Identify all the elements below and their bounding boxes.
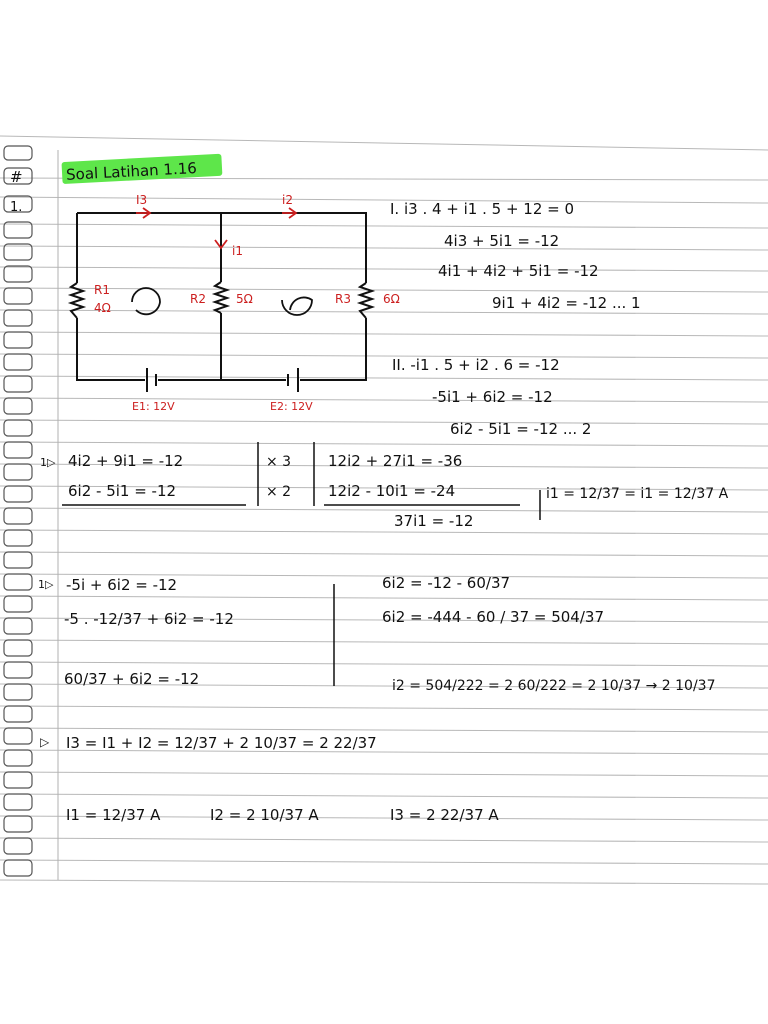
loop2-line2: -5i1 + 6i2 = -12 [432,388,553,406]
arrow-icon-i2 [282,208,296,218]
loop1-line2: 4i3 + 5i1 = -12 [444,232,560,250]
hash-mark: # [10,168,23,186]
elimination-row2: 6i2 - 5i1 = -12 [68,482,177,500]
loop1-line4: 9i1 + 4i2 = -12 ... 1 [492,294,641,312]
i3-calculation: I3 = I1 + I2 = 12/37 + 2 10/37 = 2 22/37 [66,734,377,752]
elimination-marker: 1▷ [40,456,56,469]
r3-value: 6Ω [383,292,400,306]
elimination-row1: 4i2 + 9i1 = -12 [68,452,184,470]
substitution-line1: -5i + 6i2 = -12 [66,576,178,594]
loop2-line3: 6i2 - 5i1 = -12 ... 2 [450,420,592,438]
answer-i1: I1 = 12/37 A [66,806,161,824]
current-label-i3: I3 [136,193,148,207]
r2-value: 5Ω [236,292,253,306]
ruled-lines [0,136,768,884]
elimination-res1: 12i2 + 27i1 = -36 [328,452,463,470]
r3-label: R3 [335,292,351,306]
battery-e1 [147,368,156,392]
substitution-marker: 1▷ [38,578,54,591]
r1-label: R1 [94,283,110,297]
loop2-line1: II. -i1 . 5 + i2 . 6 = -12 [392,356,560,374]
r1-value: 4Ω [94,301,111,315]
arrow-icon-i3 [136,208,150,218]
substitution-right1: 6i2 = -12 - 60/37 [382,574,511,592]
elimination-res3: 37i1 = -12 [394,512,474,530]
battery-e2 [288,368,298,392]
e2-label: E2: 12V [270,400,313,413]
answer-i3: I3 = 2 22/37 A [390,806,499,824]
loop1-line3: 4i1 + 4i2 + 5i1 = -12 [438,262,599,280]
current-label-i1: i1 [232,244,243,258]
loop-arrow-right [282,297,312,315]
answer-i2: I2 = 2 10/37 A [210,806,319,824]
e1-label: E1: 12V [132,400,175,413]
margin-boxes [4,146,32,876]
resistor-r3 [360,283,372,318]
substitution-line3: 60/37 + 6i2 = -12 [64,670,200,688]
page-title: Soal Latihan 1.16 [65,159,198,184]
elimination-mult1: × 3 [266,454,292,470]
substitution-right2: 6i2 = -444 - 60 / 37 = 504/37 [382,608,604,626]
current-label-i2: i2 [282,193,293,207]
resistor-r2 [215,282,227,313]
substitution-right3: i2 = 504/222 = 2 60/222 = 2 10/37 → 2 10/37 [392,678,716,694]
r2-label: R2 [190,292,206,306]
substitution-line2: -5 . -12/37 + 6i2 = -12 [64,610,234,628]
i3-marker: ▷ [40,735,50,749]
loop1-line1: I. i3 . 4 + i1 . 5 + 12 = 0 [390,200,575,218]
problem-number: 1. [10,200,23,215]
elimination-mult2: × 2 [266,484,292,500]
i1-conclusion: i1 = 12/37 = i1 = 12/37 A [546,486,729,502]
elimination-res2: 12i2 - 10i1 = -24 [328,482,456,500]
